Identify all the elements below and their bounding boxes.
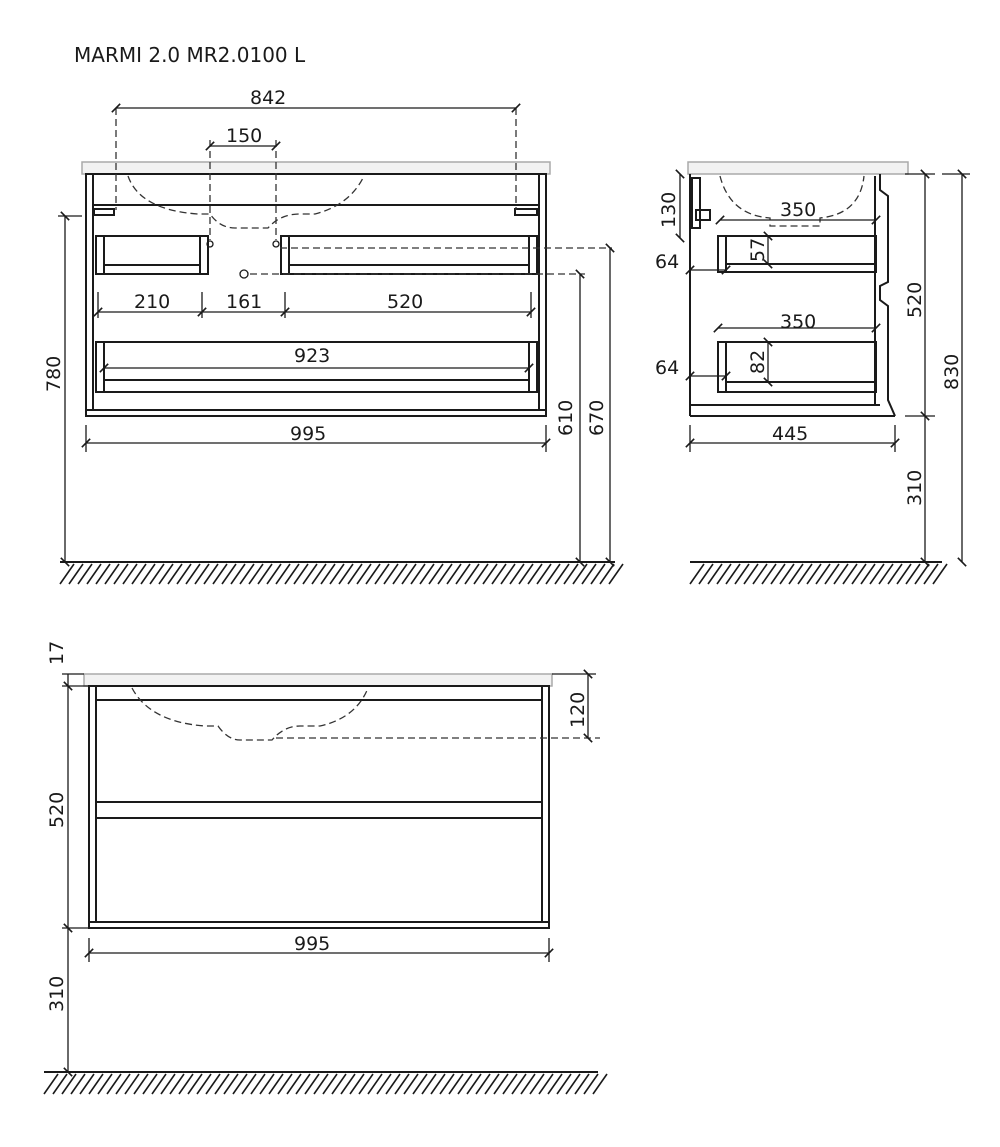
bottom-countertop (84, 674, 552, 686)
dim-520-side: 520 (904, 281, 926, 318)
side-view (655, 162, 970, 584)
bottom-view (44, 641, 607, 1094)
dim-120: 120 (567, 691, 589, 728)
side-lower-drawer (718, 342, 876, 392)
front-basin-outline (128, 176, 364, 228)
bottom-floor-hatch (44, 1074, 607, 1094)
bottom-cabinet-body (89, 686, 549, 928)
front-countertop (82, 162, 550, 174)
dim-995-bottom: 995 (294, 933, 331, 955)
bottom-basin-outline (132, 688, 368, 740)
side-upper-drawer (718, 236, 876, 272)
dim-130: 130 (658, 191, 680, 228)
front-view (43, 87, 623, 584)
dim-64-lower: 64 (655, 357, 680, 379)
dim-520: 520 (387, 291, 424, 313)
drawing-title: MARMI 2.0 MR2.0100 L (74, 43, 306, 67)
dim-520-bottom: 520 (46, 791, 68, 828)
dim-610: 610 (555, 399, 577, 436)
dim-57: 57 (747, 237, 769, 262)
dim-923: 923 (294, 345, 331, 367)
dim-17: 17 (46, 640, 68, 665)
front-upper-right-drawer (281, 236, 537, 274)
dim-445: 445 (772, 423, 809, 445)
dim-670: 670 (586, 399, 608, 436)
dim-780: 780 (43, 355, 65, 392)
dim-995-front: 995 (290, 423, 327, 445)
dim-350-upper: 350 (780, 199, 817, 221)
dim-350-lower: 350 (780, 311, 817, 333)
dim-64-upper: 64 (655, 251, 680, 273)
dim-830: 830 (941, 353, 963, 390)
side-countertop (688, 162, 908, 174)
dim-842: 842 (250, 87, 287, 109)
dim-150: 150 (226, 125, 263, 147)
side-floor-hatch (690, 564, 947, 584)
dim-161: 161 (226, 291, 263, 313)
dim-82: 82 (747, 349, 769, 374)
front-floor-hatch (60, 564, 623, 584)
front-upper-left-drawer (96, 236, 208, 274)
dim-310-side: 310 (904, 469, 926, 506)
dim-210: 210 (134, 291, 171, 313)
dim-310-bottom: 310 (46, 975, 68, 1012)
